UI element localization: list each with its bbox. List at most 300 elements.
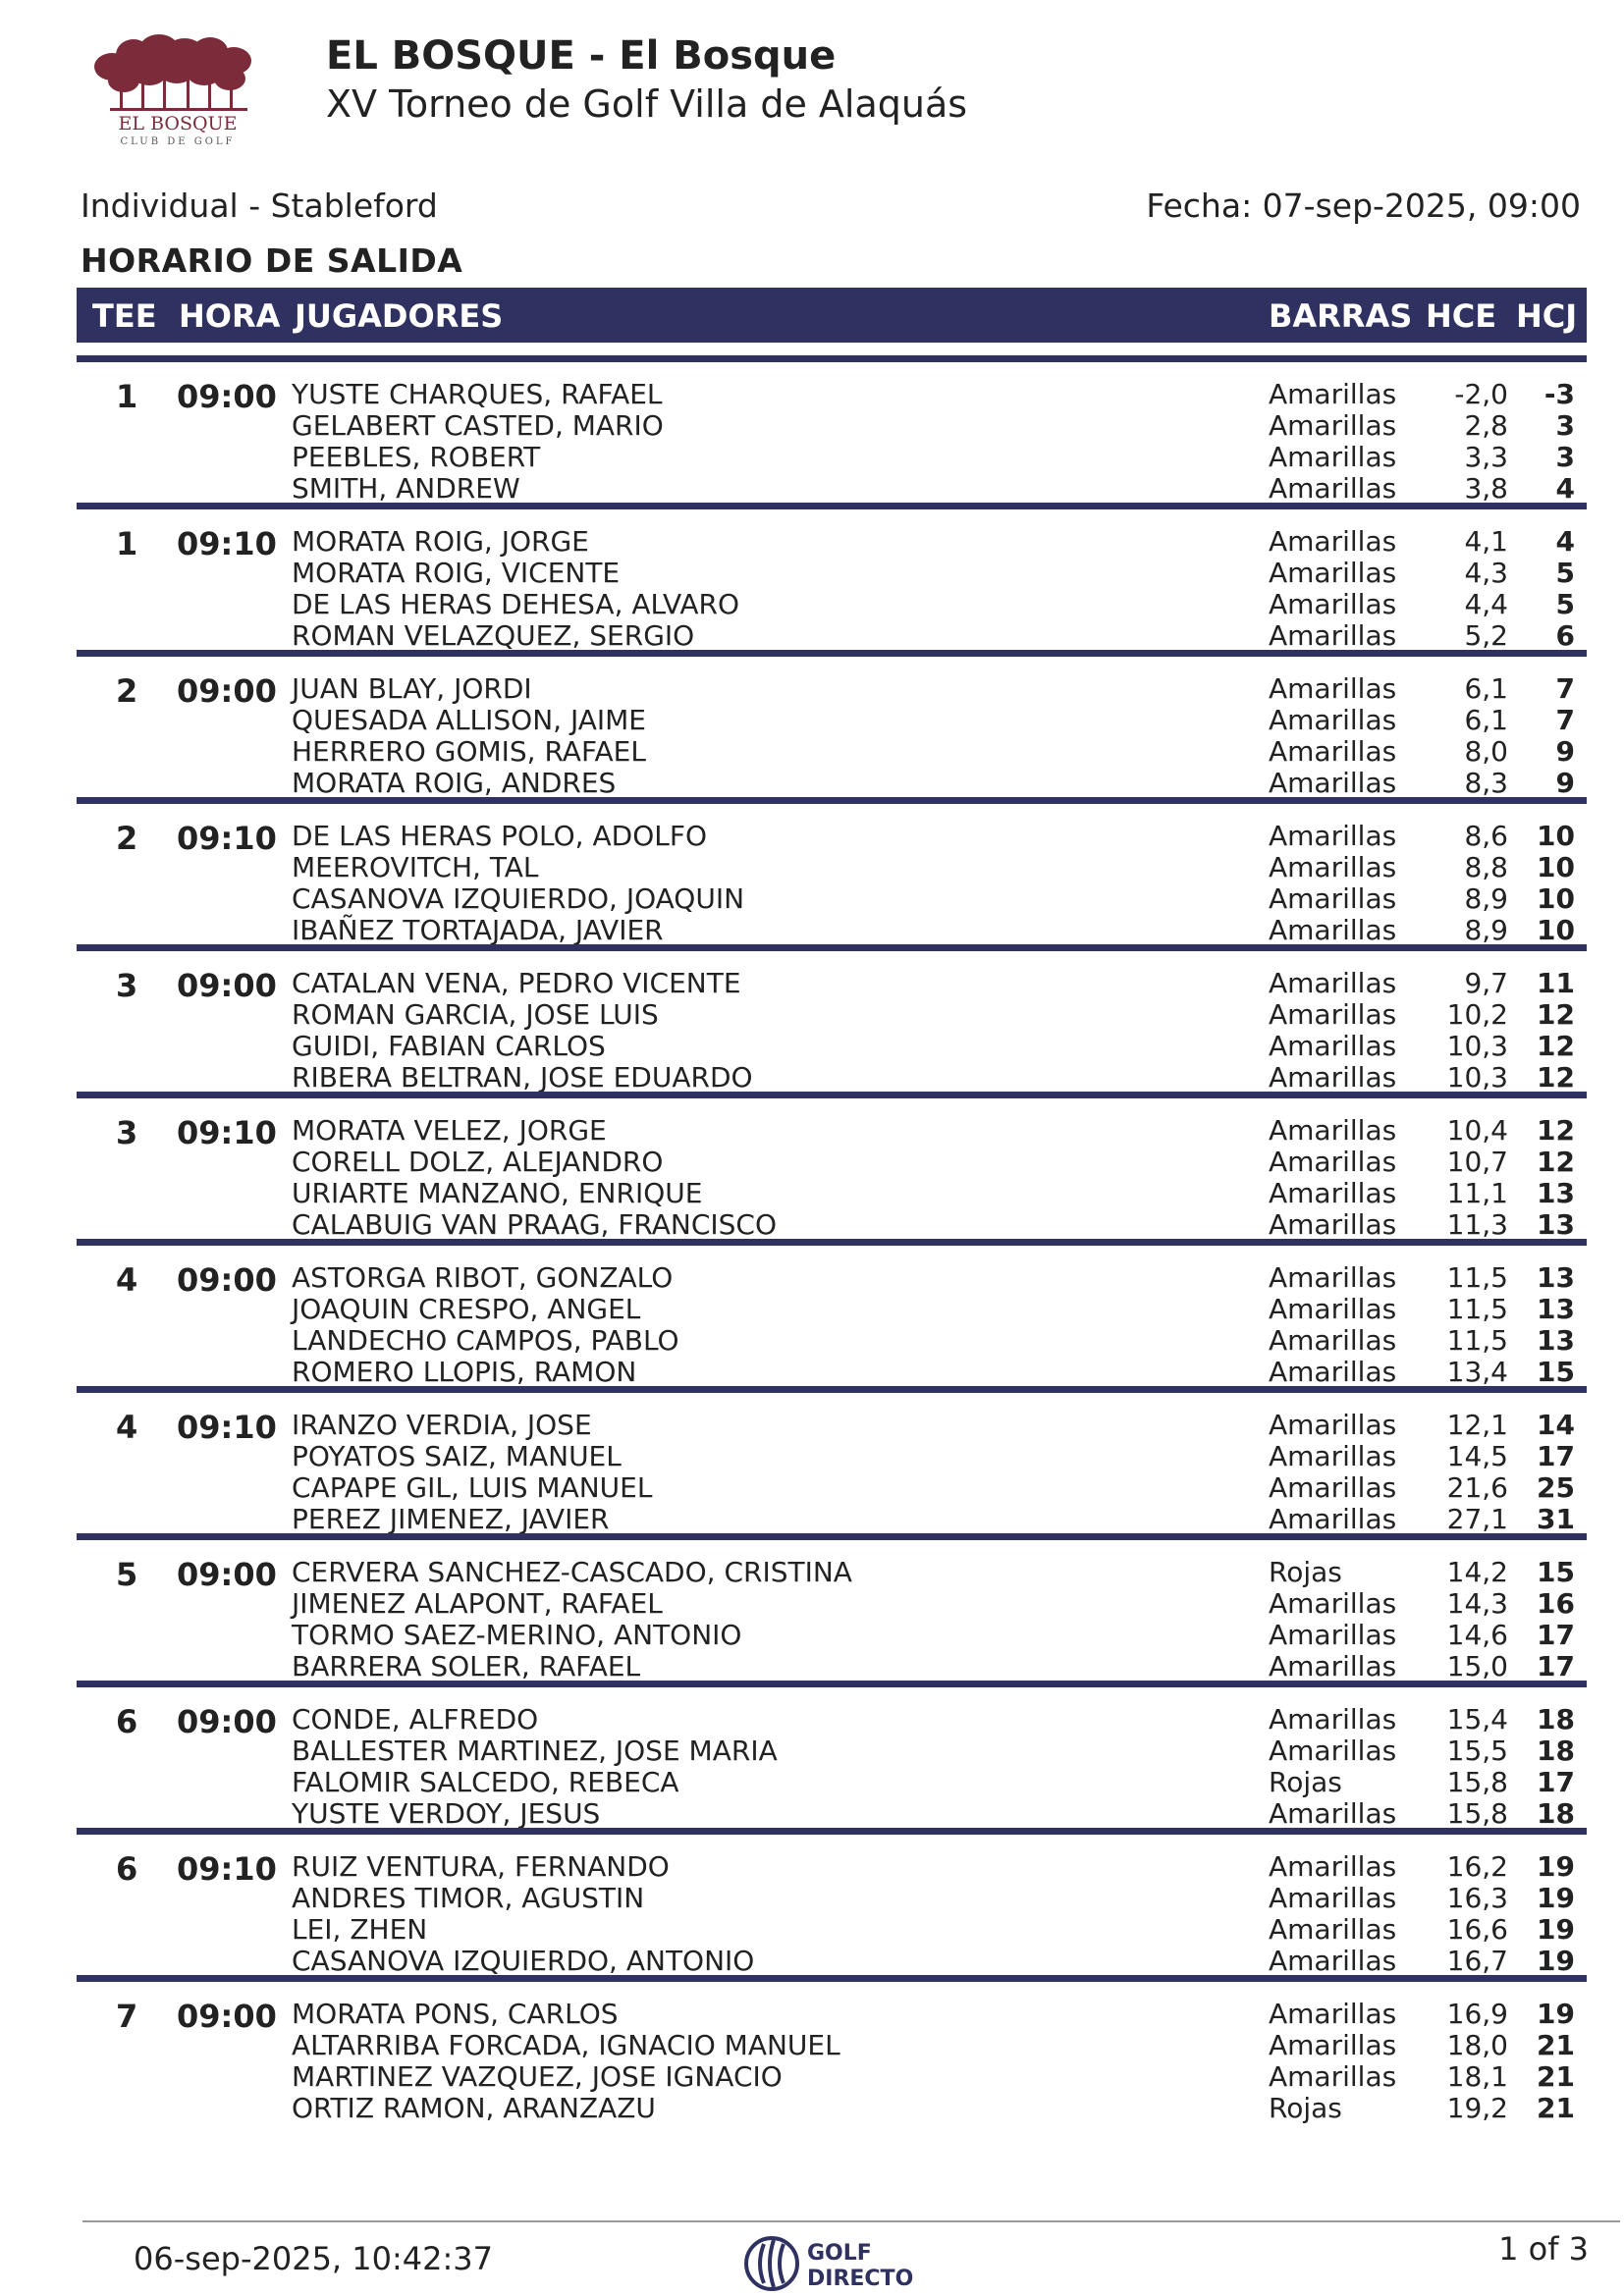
player-row	[77, 998, 1587, 1030]
player-tees: Amarillas	[1269, 409, 1397, 442]
player-row	[77, 1356, 1587, 1387]
player-name: CONDE, ALFREDO	[292, 1703, 539, 1735]
player-hcj: -3	[1543, 378, 1575, 410]
player-name: GELABERT CASTED, MARIO	[292, 409, 664, 442]
player-hcj: 18	[1537, 1703, 1575, 1735]
player-name: ALTARRIBA FORCADA, IGNACIO MANUEL	[292, 2029, 840, 2061]
player-hce: 8,9	[1464, 914, 1508, 946]
brand-line-2: DIRECTO	[807, 2267, 914, 2291]
table-header	[77, 288, 1587, 343]
player-hcj: 17	[1537, 1619, 1575, 1651]
player-hce: 10,2	[1446, 998, 1508, 1031]
player-tees: Amarillas	[1269, 1261, 1397, 1294]
player-row	[77, 1882, 1587, 1913]
player-tees: Amarillas	[1269, 1293, 1397, 1325]
tee-group	[77, 797, 1587, 944]
tee-time: 09:10	[177, 1409, 277, 1446]
player-hcj: 13	[1537, 1324, 1575, 1357]
player-tees: Rojas	[1269, 2092, 1342, 2124]
player-tees: Amarillas	[1269, 588, 1397, 620]
player-hcj: 7	[1555, 672, 1575, 705]
player-row	[77, 1998, 1587, 2029]
player-row	[77, 1703, 1587, 1735]
player-hcj: 16	[1537, 1587, 1575, 1620]
player-hce: 10,3	[1446, 1030, 1508, 1062]
player-row	[77, 557, 1587, 588]
player-tees: Amarillas	[1269, 851, 1397, 883]
player-hcj: 11	[1537, 967, 1575, 999]
player-tees: Amarillas	[1269, 1208, 1397, 1241]
player-hcj: 19	[1537, 1850, 1575, 1883]
tee-time: 09:00	[177, 378, 277, 415]
player-hce: 4,1	[1464, 525, 1508, 558]
player-row	[77, 1177, 1587, 1208]
player-name: IRANZO VERDIA, JOSE	[292, 1409, 592, 1441]
player-row	[77, 1766, 1587, 1797]
player-hcj: 5	[1555, 588, 1575, 620]
player-row	[77, 1471, 1587, 1503]
tee-number: 1	[116, 525, 138, 562]
player-row	[77, 1850, 1587, 1882]
player-hce: 3,8	[1464, 472, 1508, 505]
player-tees: Rojas	[1269, 1766, 1342, 1798]
player-tees: Amarillas	[1269, 967, 1397, 999]
player-name: ANDRES TIMOR, AGUSTIN	[292, 1882, 645, 1914]
column-header-hcj: HCJ	[1516, 297, 1578, 335]
player-name: MEEROVITCH, TAL	[292, 851, 539, 883]
player-row	[77, 1650, 1587, 1682]
golf-directo-logo	[742, 2232, 948, 2295]
player-name: CASANOVA IZQUIERDO, JOAQUIN	[292, 882, 745, 915]
player-tees: Amarillas	[1269, 441, 1397, 473]
player-name: CASANOVA IZQUIERDO, ANTONIO	[292, 1945, 755, 1977]
player-hce: 21,6	[1446, 1471, 1508, 1504]
player-name: PEREZ JIMENEZ, JAVIER	[292, 1503, 610, 1535]
club-logo	[90, 33, 265, 149]
player-hcj: 21	[1537, 2060, 1575, 2093]
tee-number: 5	[116, 1556, 138, 1593]
player-tees: Amarillas	[1269, 1913, 1397, 1946]
player-hcj: 4	[1555, 525, 1575, 558]
player-name: JOAQUIN CRESPO, ANGEL	[292, 1293, 641, 1325]
player-row	[77, 1945, 1587, 1976]
player-hce: 16,3	[1446, 1882, 1508, 1914]
player-hcj: 13	[1537, 1208, 1575, 1241]
brand-line-1: GOLF	[807, 2241, 872, 2266]
tee-number: 2	[116, 820, 138, 857]
tee-time-groups	[77, 355, 1587, 2122]
player-tees: Amarillas	[1269, 378, 1397, 410]
player-tees: Amarillas	[1269, 1703, 1397, 1735]
tee-time: 09:00	[177, 1556, 277, 1593]
player-name: MORATA PONS, CARLOS	[292, 1998, 619, 2030]
player-hce: 15,0	[1446, 1650, 1508, 1682]
player-tees: Amarillas	[1269, 1409, 1397, 1441]
player-tees: Amarillas	[1269, 704, 1397, 736]
player-hce: 10,3	[1446, 1061, 1508, 1094]
player-tees: Amarillas	[1269, 820, 1397, 852]
player-hce: 15,8	[1446, 1766, 1508, 1798]
tee-time: 09:00	[177, 1998, 277, 2035]
tee-time: 09:00	[177, 1703, 277, 1740]
logo-subtext: CLUB DE GOLF	[120, 136, 236, 147]
player-hce: 16,9	[1446, 1998, 1508, 2030]
player-tees: Amarillas	[1269, 1735, 1397, 1767]
player-hcj: 3	[1555, 409, 1575, 442]
player-row	[77, 472, 1587, 504]
player-tees: Amarillas	[1269, 2029, 1397, 2061]
player-hcj: 10	[1537, 820, 1575, 852]
player-row	[77, 1503, 1587, 1534]
player-hce: 11,1	[1446, 1177, 1508, 1209]
player-hcj: 31	[1537, 1503, 1575, 1535]
player-hcj: 3	[1555, 441, 1575, 473]
player-tees: Amarillas	[1269, 2060, 1397, 2093]
player-tees: Amarillas	[1269, 1503, 1397, 1535]
tee-group	[77, 355, 1587, 503]
player-row	[77, 2092, 1587, 2123]
player-hcj: 15	[1537, 1356, 1575, 1388]
tee-time: 09:00	[177, 1261, 277, 1299]
player-hce: 6,1	[1464, 704, 1508, 736]
competition-date: Fecha: 07-sep-2025, 09:00	[1146, 187, 1581, 225]
competition-format: Individual - Stableford	[81, 187, 438, 225]
player-tees: Amarillas	[1269, 1030, 1397, 1062]
player-name: JUAN BLAY, JORDI	[292, 672, 532, 705]
player-hcj: 18	[1537, 1735, 1575, 1767]
player-hcj: 19	[1537, 1913, 1575, 1946]
player-hce: 18,1	[1446, 2060, 1508, 2093]
tee-number: 3	[116, 1114, 138, 1151]
player-row	[77, 967, 1587, 998]
player-hce: 15,8	[1446, 1797, 1508, 1830]
player-name: CATALAN VENA, PEDRO VICENTE	[292, 967, 741, 999]
player-hce: 8,9	[1464, 882, 1508, 915]
player-name: RUIZ VENTURA, FERNANDO	[292, 1850, 670, 1883]
player-name: FALOMIR SALCEDO, REBECA	[292, 1766, 679, 1798]
player-name: MORATA VELEZ, JORGE	[292, 1114, 607, 1147]
player-hce: 4,3	[1464, 557, 1508, 589]
player-row	[77, 767, 1587, 798]
player-row	[77, 525, 1587, 557]
player-name: QUESADA ALLISON, JAIME	[292, 704, 646, 736]
player-hcj: 9	[1555, 735, 1575, 768]
player-row	[77, 1409, 1587, 1440]
player-hce: 5,2	[1464, 619, 1508, 652]
column-header-hora: HORA	[179, 297, 281, 335]
player-hce: 9,7	[1464, 967, 1508, 999]
player-hcj: 7	[1555, 704, 1575, 736]
player-hcj: 13	[1537, 1177, 1575, 1209]
column-header-tee: TEE	[92, 297, 157, 335]
player-row	[77, 1061, 1587, 1093]
player-row	[77, 1293, 1587, 1324]
player-hce: 15,5	[1446, 1735, 1508, 1767]
player-tees: Amarillas	[1269, 525, 1397, 558]
player-hcj: 10	[1537, 914, 1575, 946]
player-hcj: 12	[1537, 998, 1575, 1031]
tee-group	[77, 1681, 1587, 1828]
player-name: RIBERA BELTRAN, JOSE EDUARDO	[292, 1061, 753, 1094]
player-tees: Amarillas	[1269, 1440, 1397, 1472]
player-name: YUSTE VERDOY, JESUS	[292, 1797, 601, 1830]
tee-number: 4	[116, 1261, 138, 1299]
player-row	[77, 2060, 1587, 2092]
player-name: BALLESTER MARTINEZ, JOSE MARIA	[292, 1735, 778, 1767]
player-row	[77, 2029, 1587, 2060]
player-hce: 11,5	[1446, 1261, 1508, 1294]
player-hce: 3,3	[1464, 441, 1508, 473]
player-tees: Rojas	[1269, 1556, 1342, 1588]
player-hce: 4,4	[1464, 588, 1508, 620]
player-name: BARRERA SOLER, RAFAEL	[292, 1650, 641, 1682]
player-hcj: 21	[1537, 2029, 1575, 2061]
player-hcj: 9	[1555, 767, 1575, 799]
player-name: ROMAN VELAZQUEZ, SERGIO	[292, 619, 695, 652]
player-row	[77, 588, 1587, 619]
player-row	[77, 1030, 1587, 1061]
player-tees: Amarillas	[1269, 1797, 1397, 1830]
player-tees: Amarillas	[1269, 1998, 1397, 2030]
player-row	[77, 914, 1587, 945]
player-hce: 6,1	[1464, 672, 1508, 705]
player-name: YUSTE CHARQUES, RAFAEL	[292, 378, 663, 410]
player-row	[77, 378, 1587, 409]
player-tees: Amarillas	[1269, 1587, 1397, 1620]
player-hcj: 14	[1537, 1409, 1575, 1441]
club-title: EL BOSQUE - El Bosque	[326, 33, 837, 79]
player-row	[77, 1261, 1587, 1293]
tee-time: 09:00	[177, 967, 277, 1004]
tee-time: 09:10	[177, 525, 277, 562]
player-hce: 11,5	[1446, 1293, 1508, 1325]
player-row	[77, 1587, 1587, 1619]
player-name: CALABUIG VAN PRAAG, FRANCISCO	[292, 1208, 778, 1241]
player-hcj: 21	[1537, 2092, 1575, 2124]
player-hce: 10,7	[1446, 1146, 1508, 1178]
tee-group	[77, 1239, 1587, 1386]
logo-text: EL BOSQUE	[118, 113, 238, 134]
player-hce: 14,5	[1446, 1440, 1508, 1472]
player-name: MORATA ROIG, VICENTE	[292, 557, 621, 589]
tee-group	[77, 1092, 1587, 1239]
tee-time: 09:10	[177, 820, 277, 857]
player-hce: 19,2	[1446, 2092, 1508, 2124]
player-hcj: 13	[1537, 1261, 1575, 1294]
tee-group	[77, 1386, 1587, 1533]
tee-number: 4	[116, 1409, 138, 1446]
player-hcj: 17	[1537, 1440, 1575, 1472]
column-header-jugadores: JUGADORES	[295, 297, 504, 335]
player-tees: Amarillas	[1269, 998, 1397, 1031]
player-tees: Amarillas	[1269, 1114, 1397, 1147]
player-hcj: 17	[1537, 1650, 1575, 1682]
player-hcj: 15	[1537, 1556, 1575, 1588]
player-row	[77, 1735, 1587, 1766]
player-tees: Amarillas	[1269, 1061, 1397, 1094]
player-hcj: 19	[1537, 1998, 1575, 2030]
player-tees: Amarillas	[1269, 672, 1397, 705]
player-name: LEI, ZHEN	[292, 1913, 428, 1946]
player-hce: 15,4	[1446, 1703, 1508, 1735]
player-row	[77, 820, 1587, 851]
page-indicator: 1 of 3	[1498, 2230, 1589, 2268]
player-tees: Amarillas	[1269, 1619, 1397, 1651]
print-timestamp: 06-sep-2025, 10:42:37	[134, 2240, 493, 2277]
tee-number: 6	[116, 1850, 138, 1888]
player-row	[77, 851, 1587, 882]
player-hce: 2,8	[1464, 409, 1508, 442]
player-row	[77, 1913, 1587, 1945]
player-hce: -2,0	[1454, 378, 1508, 410]
player-tees: Amarillas	[1269, 1471, 1397, 1504]
player-hce: 13,4	[1446, 1356, 1508, 1388]
section-title: HORARIO DE SALIDA	[81, 241, 463, 280]
player-name: SMITH, ANDREW	[292, 472, 520, 505]
column-header-hce: HCE	[1426, 297, 1497, 335]
player-tees: Amarillas	[1269, 914, 1397, 946]
player-row	[77, 1146, 1587, 1177]
player-tees: Amarillas	[1269, 619, 1397, 652]
player-tees: Amarillas	[1269, 767, 1397, 799]
tee-group	[77, 944, 1587, 1092]
player-hce: 14,6	[1446, 1619, 1508, 1651]
player-hcj: 19	[1537, 1945, 1575, 1977]
tee-number: 2	[116, 672, 138, 710]
tee-group	[77, 1975, 1587, 2122]
player-name: CAPAPE GIL, LUIS MANUEL	[292, 1471, 653, 1504]
tee-group	[77, 503, 1587, 650]
tee-number: 3	[116, 967, 138, 1004]
player-name: CERVERA SANCHEZ-CASCADO, CRISTINA	[292, 1556, 852, 1588]
tee-group	[77, 1533, 1587, 1681]
player-row	[77, 672, 1587, 704]
player-tees: Amarillas	[1269, 1177, 1397, 1209]
player-name: DE LAS HERAS POLO, ADOLFO	[292, 820, 707, 852]
player-hce: 14,3	[1446, 1587, 1508, 1620]
player-tees: Amarillas	[1269, 472, 1397, 505]
tee-group	[77, 650, 1587, 797]
footer-divider	[82, 2220, 1620, 2222]
tee-time: 09:00	[177, 672, 277, 710]
player-name: IBAÑEZ TORTAJADA, JAVIER	[292, 914, 664, 946]
player-hcj: 12	[1537, 1030, 1575, 1062]
player-tees: Amarillas	[1269, 557, 1397, 589]
tee-time: 09:10	[177, 1850, 277, 1888]
player-row	[77, 1797, 1587, 1829]
player-hce: 12,1	[1446, 1409, 1508, 1441]
player-row	[77, 735, 1587, 767]
player-row	[77, 441, 1587, 472]
player-name: MARTINEZ VAZQUEZ, JOSE IGNACIO	[292, 2060, 783, 2093]
player-tees: Amarillas	[1269, 882, 1397, 915]
player-hcj: 19	[1537, 1882, 1575, 1914]
player-hcj: 6	[1555, 619, 1575, 652]
player-hce: 10,4	[1446, 1114, 1508, 1147]
player-tees: Amarillas	[1269, 1850, 1397, 1883]
player-hce: 8,0	[1464, 735, 1508, 768]
player-tees: Amarillas	[1269, 735, 1397, 768]
player-row	[77, 1556, 1587, 1587]
player-name: URIARTE MANZANO, ENRIQUE	[292, 1177, 703, 1209]
player-tees: Amarillas	[1269, 1356, 1397, 1388]
player-hce: 16,7	[1446, 1945, 1508, 1977]
player-hcj: 5	[1555, 557, 1575, 589]
tee-number: 1	[116, 378, 138, 415]
player-row	[77, 704, 1587, 735]
player-name: MORATA ROIG, JORGE	[292, 525, 589, 558]
player-hce: 8,6	[1464, 820, 1508, 852]
player-hcj: 4	[1555, 472, 1575, 505]
player-name: ROMERO LLOPIS, RAMON	[292, 1356, 637, 1388]
player-hcj: 10	[1537, 882, 1575, 915]
player-name: GUIDI, FABIAN CARLOS	[292, 1030, 606, 1062]
player-row	[77, 1440, 1587, 1471]
player-hcj: 12	[1537, 1114, 1575, 1147]
player-hce: 8,3	[1464, 767, 1508, 799]
player-name: ASTORGA RIBOT, GONZALO	[292, 1261, 674, 1294]
player-hcj: 10	[1537, 851, 1575, 883]
player-hcj: 12	[1537, 1146, 1575, 1178]
player-tees: Amarillas	[1269, 1146, 1397, 1178]
player-hce: 27,1	[1446, 1503, 1508, 1535]
player-hcj: 12	[1537, 1061, 1575, 1094]
column-header-barras: BARRAS	[1269, 297, 1413, 335]
player-hce: 18,0	[1446, 2029, 1508, 2061]
player-name: ROMAN GARCIA, JOSE LUIS	[292, 998, 659, 1031]
player-hce: 11,3	[1446, 1208, 1508, 1241]
player-row	[77, 619, 1587, 651]
tee-number: 7	[116, 1998, 138, 2035]
player-name: JIMENEZ ALAPONT, RAFAEL	[292, 1587, 663, 1620]
player-hce: 16,2	[1446, 1850, 1508, 1883]
player-row	[77, 882, 1587, 914]
tee-number: 6	[116, 1703, 138, 1740]
player-hce: 8,8	[1464, 851, 1508, 883]
player-hce: 14,2	[1446, 1556, 1508, 1588]
player-hcj: 13	[1537, 1293, 1575, 1325]
player-tees: Amarillas	[1269, 1882, 1397, 1914]
player-row	[77, 1114, 1587, 1146]
player-tees: Amarillas	[1269, 1324, 1397, 1357]
player-tees: Amarillas	[1269, 1650, 1397, 1682]
tee-group	[77, 1828, 1587, 1975]
player-name: LANDECHO CAMPOS, PABLO	[292, 1324, 679, 1357]
player-name: TORMO SAEZ-MERINO, ANTONIO	[292, 1619, 742, 1651]
player-name: ORTIZ RAMON, ARANZAZU	[292, 2092, 656, 2124]
player-row	[77, 1208, 1587, 1240]
player-hce: 16,6	[1446, 1913, 1508, 1946]
player-row	[77, 1619, 1587, 1650]
player-name: MORATA ROIG, ANDRES	[292, 767, 617, 799]
player-hcj: 25	[1537, 1471, 1575, 1504]
tee-time: 09:10	[177, 1114, 277, 1151]
player-name: DE LAS HERAS DEHESA, ALVARO	[292, 588, 740, 620]
tree-logo-icon	[90, 33, 265, 149]
player-hcj: 17	[1537, 1766, 1575, 1798]
player-name: CORELL DOLZ, ALEJANDRO	[292, 1146, 664, 1178]
player-row	[77, 409, 1587, 441]
player-name: POYATOS SAIZ, MANUEL	[292, 1440, 622, 1472]
player-hcj: 18	[1537, 1797, 1575, 1830]
player-tees: Amarillas	[1269, 1945, 1397, 1977]
golf-directo-icon	[742, 2232, 948, 2295]
player-name: PEEBLES, ROBERT	[292, 441, 541, 473]
player-name: HERRERO GOMIS, RAFAEL	[292, 735, 646, 768]
player-hce: 11,5	[1446, 1324, 1508, 1357]
player-row	[77, 1324, 1587, 1356]
event-title: XV Torneo de Golf Villa de Alaquás	[326, 82, 968, 126]
